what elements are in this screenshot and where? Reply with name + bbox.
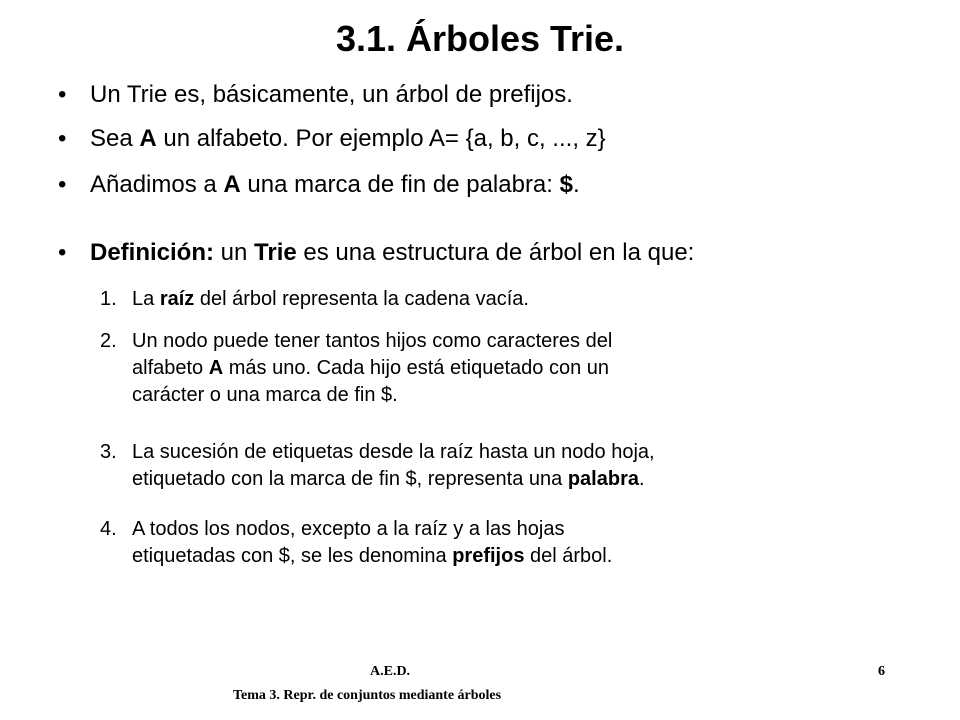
bold-run: $ [559, 171, 573, 198]
item-text [132, 439, 912, 493]
text-run: Añadimos a [90, 171, 224, 198]
item-number: 2. [100, 330, 117, 352]
text-run: un [214, 239, 255, 266]
text-line [132, 543, 912, 570]
text-run: etiquetadas con $, se les denomina [132, 545, 453, 567]
bullet-text [90, 238, 694, 268]
text-run: es una estructura de árbol en la que: [296, 239, 695, 266]
footer-course: A.E.D. [370, 664, 411, 679]
text-run: Sea [90, 125, 140, 152]
bold-run: raíz [159, 288, 195, 310]
text-run: más uno. Cada hijo está etiquetado con un [223, 357, 610, 379]
footer-topic: Tema 3. Repr. de conjuntos mediante árboles [233, 688, 502, 703]
item-text [132, 516, 912, 570]
text-run: un alfabeto. Por ejemplo A= {a, b, c, ..., z} [156, 125, 606, 152]
item-number: 1. [100, 288, 117, 310]
bullet-icon: • [58, 125, 67, 152]
slide-title: 3.1. Árboles Trie. [335, 18, 625, 59]
text-run: alfabeto [132, 357, 209, 379]
text-run: . [639, 468, 645, 490]
text-line [132, 355, 912, 382]
bold-run: A [208, 357, 224, 379]
text-line: A todos los nodos, excepto a la raíz y a las hojas [132, 518, 565, 540]
text-run: del árbol representa la cadena vacía. [194, 288, 529, 310]
bold-run: A [223, 171, 241, 198]
bullet-text [90, 170, 580, 200]
bullet-text: Un Trie es, básicamente, un árbol de prefijos. [90, 81, 573, 108]
item-text [132, 286, 912, 313]
bold-run: Definición: [90, 239, 214, 266]
text-run: del árbol. [524, 545, 613, 567]
text-line [132, 286, 912, 313]
text-line [132, 466, 912, 493]
bullet-icon: • [58, 81, 67, 108]
text-run: etiquetado con la marca de fin $, representa una [132, 468, 568, 490]
bullet-icon: • [58, 239, 67, 266]
item-text [132, 328, 912, 409]
item-number: 3. [100, 441, 117, 463]
text-run: . [572, 171, 580, 198]
bold-run: A [139, 125, 157, 152]
bullet-icon: • [58, 171, 67, 198]
bullet-text [90, 124, 606, 154]
bold-run: Trie [254, 239, 297, 266]
item-number: 4. [100, 518, 117, 540]
footer-page-number: 6 [878, 664, 885, 679]
text-run: La [132, 288, 160, 310]
text-run: una marca de fin de palabra: [240, 171, 560, 198]
text-line: La sucesión de etiquetas desde la raíz hasta un nodo hoja, [132, 441, 655, 463]
bold-run: prefijos [452, 545, 525, 567]
text-line: carácter o una marca de fin $. [132, 384, 398, 406]
bold-run: palabra [567, 468, 639, 490]
text-line: Un nodo puede tener tantos hijos como caracteres del [132, 330, 613, 352]
